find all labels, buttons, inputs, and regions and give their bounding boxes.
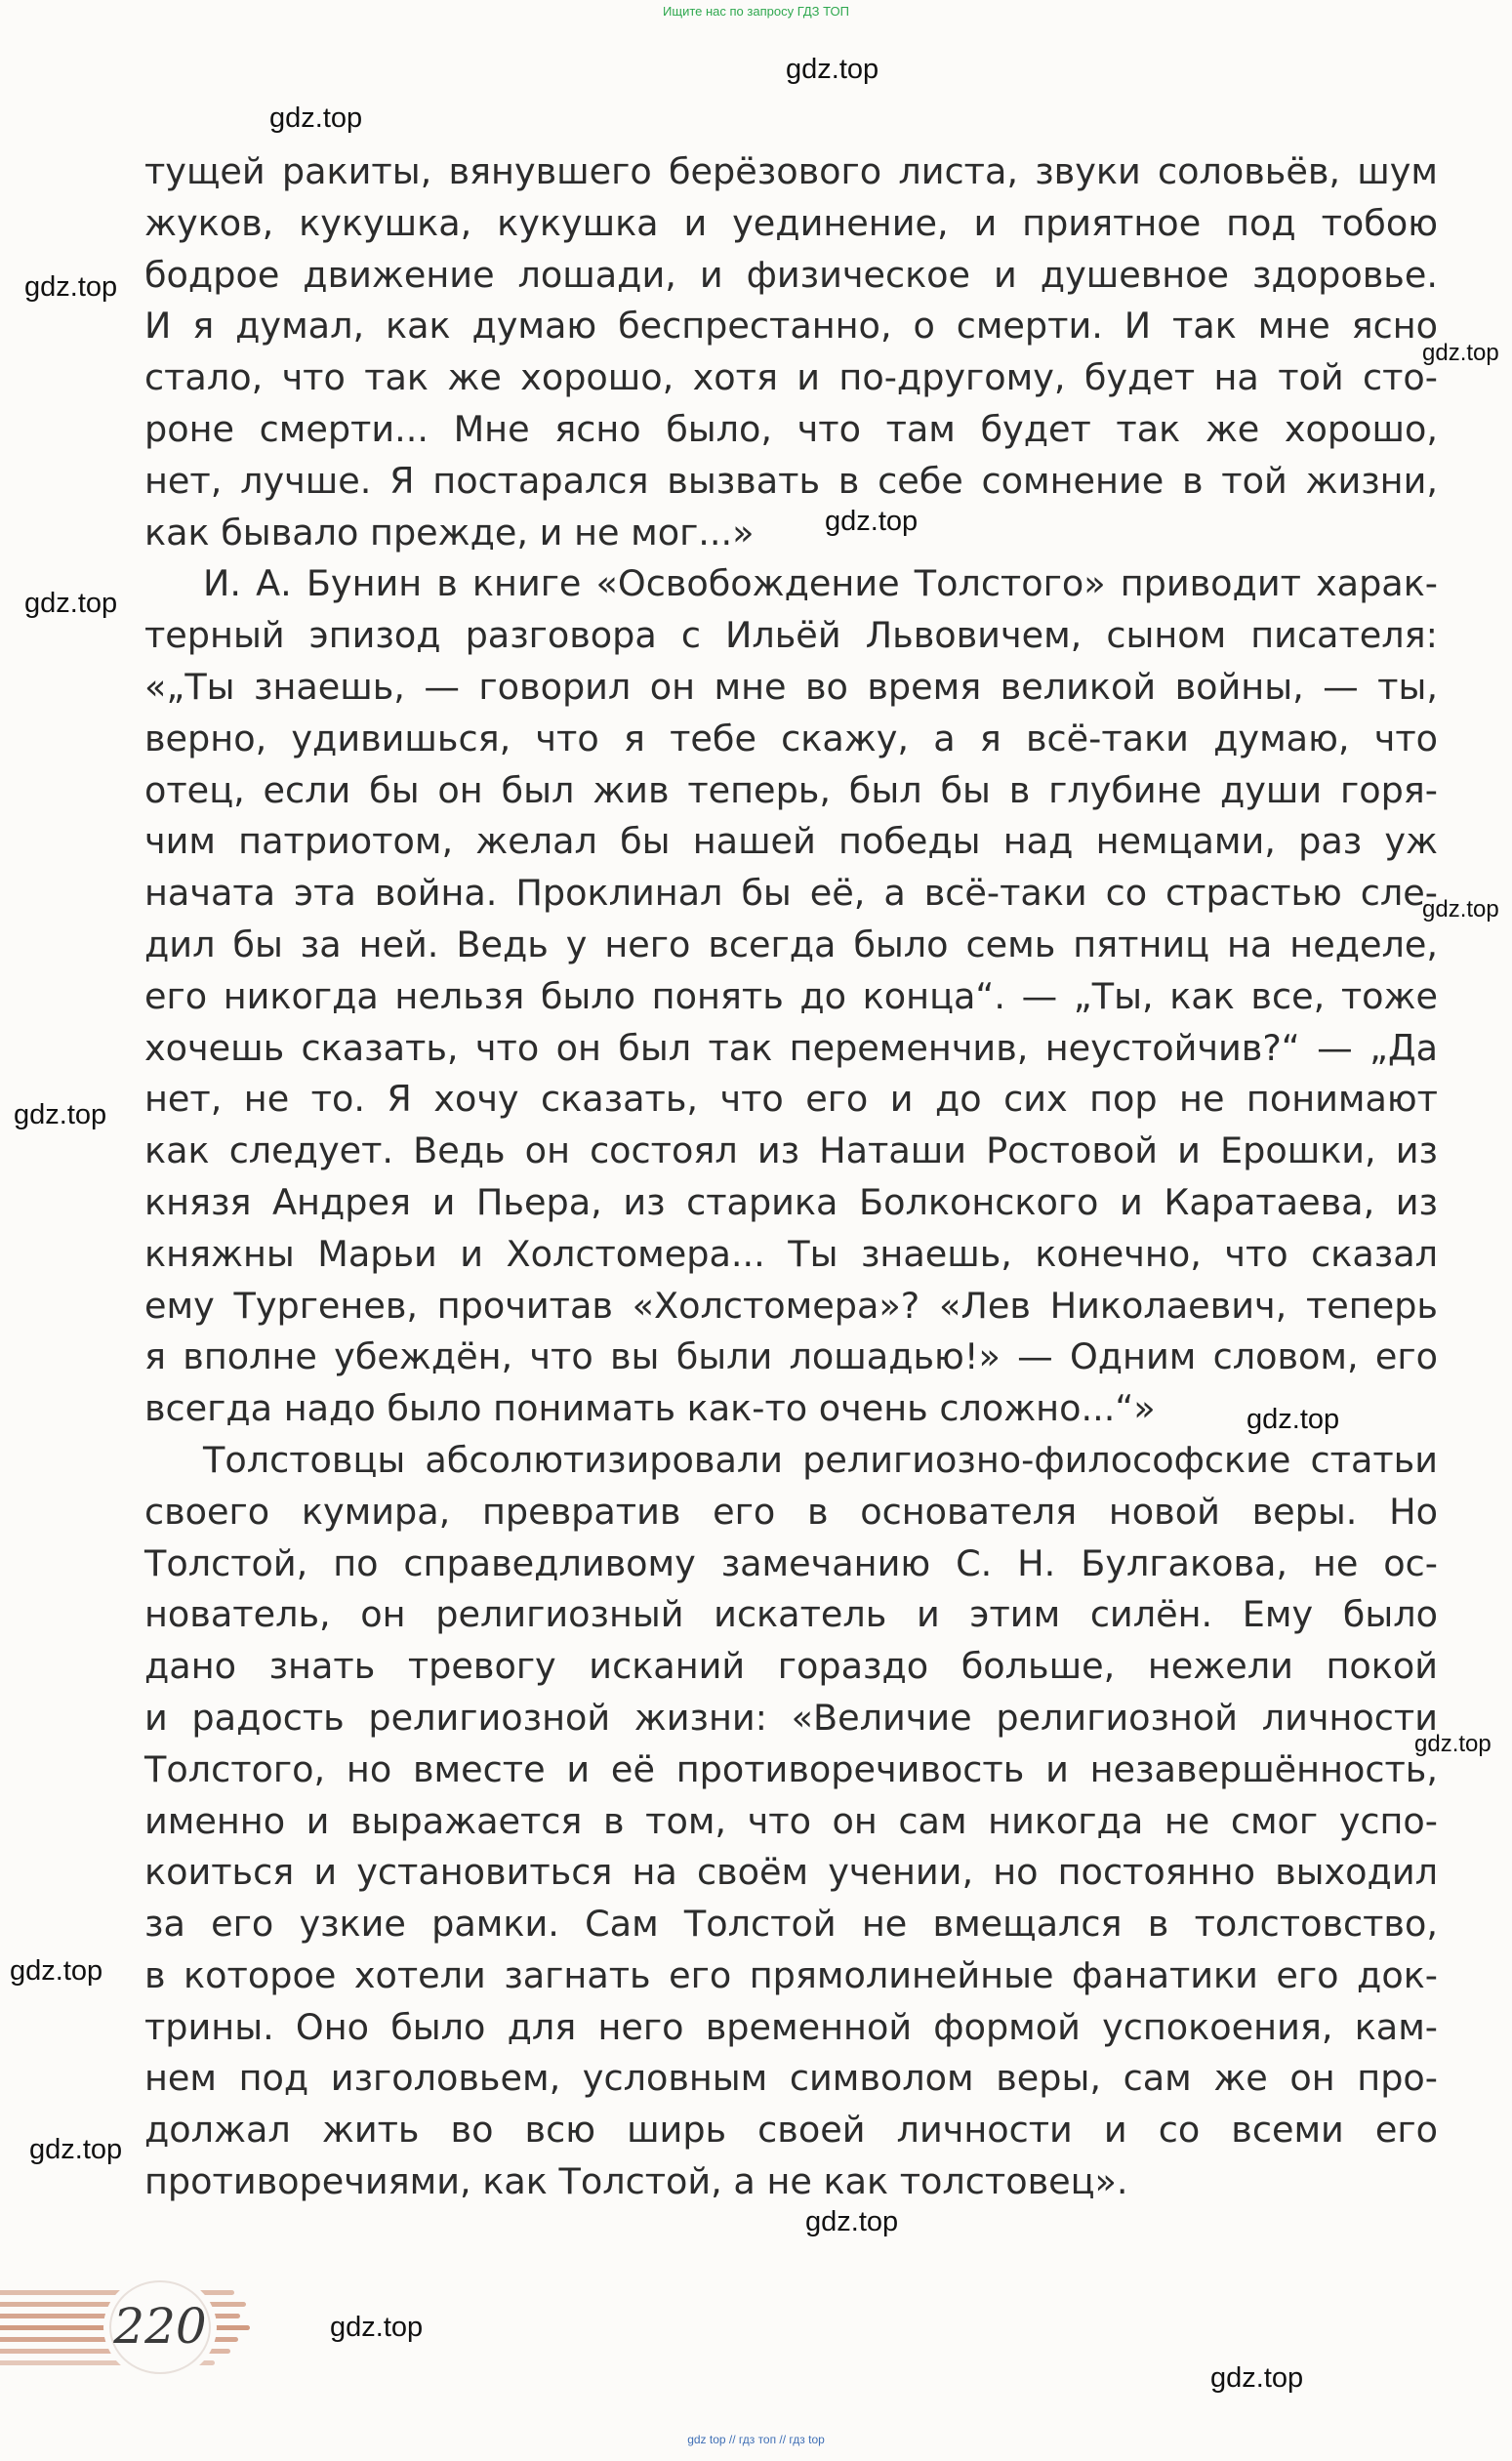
page-number-badge: [109, 2280, 211, 2374]
text-line: княжны Марьи и Холстомера... Ты знаешь, конечно, что сказал: [144, 1232, 1438, 1275]
text-line: «„Ты знаешь, — говорил он мне во время великой войны, — ты,: [144, 665, 1438, 708]
text-line: нет, не то. Я хочу сказать, что его и до сих пор не понимают: [144, 1078, 1438, 1121]
text-line: нем под изголовьем, условным символом веры, сам же он про-: [144, 2057, 1438, 2100]
text-line: должал жить во всю ширь своей личности и со всеми его: [144, 2109, 1438, 2152]
paragraph-start-line: Толстовцы абсолютизировали религиозно-философские статьи: [203, 1438, 1438, 1481]
text-line: Толстой, по справедливому замечанию С. Н. Булгакова, не ос-: [144, 1541, 1438, 1584]
text-line: жуков, кукушка, кукушка и уединение, и приятное под тобою: [144, 201, 1438, 244]
watermark: gdz.top: [29, 2134, 123, 2165]
watermark: gdz.top: [1210, 2362, 1304, 2394]
text-line: хочешь сказать, что он был так переменчив, неустойчив?“ — „Да: [144, 1026, 1438, 1069]
text-line: роне смерти... Мне ясно было, что там будет так же хорошо,: [144, 407, 1438, 450]
page-body-text: [144, 146, 1438, 2208]
text-line: бодрое движение лошади, и физическое и душевное здоровье.: [144, 253, 1438, 296]
paragraph-start-line: И. А. Бунин в книге «Освобождение Толстого» приводит харак-: [203, 562, 1438, 605]
watermark: gdz.top: [786, 54, 879, 85]
text-line: дил бы за ней. Ведь у него всегда было семь пятниц на неделе,: [144, 923, 1438, 965]
stripe: [0, 2290, 234, 2295]
text-line: в которое хотели загнать его прямолинейные фанатики его док-: [144, 1953, 1438, 1996]
text-line: тущей ракиты, вянувшего берёзового листа, звуки соловьёв, шум: [144, 150, 1438, 192]
text-line: своего кумира, превратив его в основателя новой веры. Но: [144, 1490, 1438, 1533]
watermark: gdz.top: [1414, 1731, 1492, 1757]
text-line: всегда надо было понимать как-то очень сложно...“»: [144, 1387, 1156, 1430]
watermark: gdz.top: [24, 271, 118, 303]
text-line: И я думал, как думаю беспрестанно, о смерти. И так мне ясно: [144, 305, 1438, 348]
text-line: нет, лучше. Я постарался вызвать в себе сомнение в той жизни,: [144, 459, 1438, 502]
text-line: за его узкие рамки. Сам Толстой не вмещался в толстовство,: [144, 1903, 1438, 1946]
watermark: gdz.top: [14, 1099, 107, 1130]
text-line: верно, удивишься, что я тебе скажу, а я всё-таки думаю, что: [144, 717, 1438, 759]
text-line: князя Андрея и Пьера, из старика Болконского и Каратаева, из: [144, 1180, 1438, 1223]
text-line: отец, если бы он был жив теперь, был бы в глубине души горя-: [144, 768, 1438, 811]
text-line: его никогда нельзя было понять до конца“. — „Ты, как все, тоже: [144, 974, 1438, 1017]
text-line: я вполне убеждён, что вы были лошадью!» — Одним словом, его: [144, 1335, 1438, 1378]
text-line: ему Тургенев, прочитав «Холстомера»? «Лев Николаевич, теперь: [144, 1284, 1438, 1327]
watermark: gdz.top: [805, 2206, 899, 2237]
watermark: gdz.top: [825, 506, 919, 537]
text-line: противоречиями, как Толстой, а не как толстовец».: [144, 2160, 1128, 2203]
watermark: gdz.top: [24, 588, 118, 619]
text-line: как следует. Ведь он состоял из Наташи Ростовой и Ерошки, из: [144, 1129, 1438, 1172]
watermark: gdz.top: [269, 103, 363, 134]
watermark: gdz.top: [1246, 1404, 1340, 1435]
text-line: чим патриотом, желал бы нашей победы над немцами, раз уж: [144, 820, 1438, 863]
text-line: начата эта война. Проклинал бы её, а всё-таки со страстью сле-: [144, 872, 1438, 915]
watermark: gdz.top: [1422, 896, 1499, 923]
watermark: gdz.top: [330, 2312, 424, 2343]
text-line: дано знать тревогу исканий гораздо больше, нежели покой: [144, 1645, 1438, 1688]
text-line: трины. Оно было для него временной формой успокоения, кам-: [144, 2005, 1438, 2048]
text-line: нователь, он религиозный искатель и этим силён. Ему было: [144, 1593, 1438, 1636]
page-number: 220: [113, 2298, 207, 2355]
text-line: как бывало прежде, и не мог...»: [144, 511, 755, 554]
watermark: gdz.top: [1422, 340, 1499, 366]
text-line: Толстого, но вместе и её противоречивость и незавершённость,: [144, 1747, 1438, 1790]
text-line: именно и выражается в том, что он сам никогда не смог успо-: [144, 1799, 1438, 1842]
text-line: коиться и установиться на своём учении, но постоянно выходил: [144, 1851, 1438, 1894]
watermark: gdz.top: [10, 1955, 103, 1987]
top-banner[interactable]: Ищите нас по запросу ГДЗ ТОП: [663, 4, 849, 19]
text-line: терный эпизод разговора с Ильёй Львовичем, сыном писателя:: [144, 614, 1438, 657]
text-line: стало, что так же хорошо, хотя и по-другому, будет на той сто-: [144, 356, 1438, 399]
bottom-banner[interactable]: gdz top // гдз топ // гдз top: [687, 2433, 825, 2446]
text-line: и радость религиозной жизни: «Величие религиозной личности: [144, 1696, 1438, 1739]
